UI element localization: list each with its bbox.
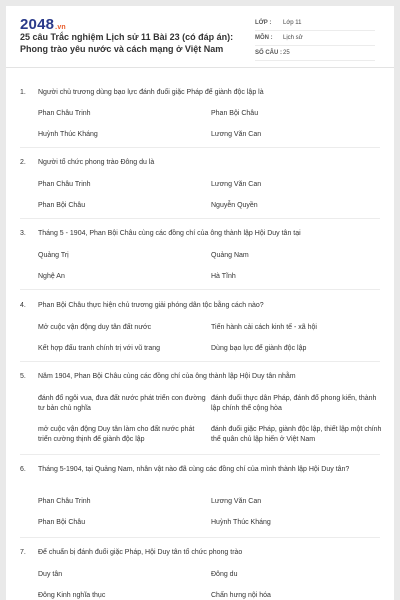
meta-key: LỚP : [255,20,272,26]
answer-option[interactable]: Duy tân [38,571,63,578]
logo-suffix: .vn [55,24,66,31]
answer-option[interactable]: Hà Tĩnh [211,273,236,280]
question-divider [20,454,380,455]
answer-option[interactable]: Tiến hành cải cách kinh tế - xã hội [211,324,317,331]
question-divider [20,147,380,148]
meta-value: 25 [283,50,290,56]
question-number: 4. [20,302,26,309]
meta-row-count [255,46,375,61]
document-header [6,6,394,68]
question-6 [20,465,370,475]
question-3 [20,229,380,239]
answer-option[interactable]: Chấn hưng nội hóa [211,592,271,599]
answer-option[interactable]: Phan Bội Châu [38,202,86,209]
question-2 [20,158,380,168]
logo-text: 2048 [20,16,55,33]
answer-option[interactable]: Phan Châu Trinh [38,181,91,188]
answer-option[interactable]: đánh đổ ngôi vua, đưa đất nước phát triển con đường tư bản chủ nghĩa [38,395,206,412]
answer-option[interactable]: mở cuộc vận động Duy tân làm cho đất nước phát triển cường thịnh để giành độc lập [38,426,195,443]
document-page [6,6,394,600]
meta-table [255,16,375,61]
answer-option[interactable]: đánh đuổi giặc Pháp, giành độc lập, thiết lập một chính thể quân chủ lập hiến ở Việt Nam [211,426,382,443]
question-4 [20,301,380,311]
question-number: 2. [20,159,26,166]
question-text: Tháng 5 - 1904, Phan Bội Châu cùng các đồng chí của ông thành lập Hội Duy tân tại [38,230,301,237]
meta-value: Lớp 11 [283,20,302,26]
answer-option[interactable]: Nghệ An [38,273,65,280]
question-number: 3. [20,230,26,237]
question-number: 7. [20,549,26,556]
question-divider [20,537,380,538]
answer-option[interactable]: Phan Châu Trinh [38,498,91,505]
answer-option[interactable]: Quảng Trị [38,252,69,259]
answer-option[interactable]: Huỳnh Thúc Kháng [211,519,271,526]
question-number: 1. [20,89,26,96]
meta-key: MÔN : [255,35,273,41]
question-1 [20,88,380,98]
question-text: Năm 1904, Phan Bội Châu cùng các đồng chí của ông thành lập Hội Duy tân nhằm [38,373,296,380]
question-divider [20,361,380,362]
question-text: Tháng 5-1904, tại Quảng Nam, nhân vật nào đã cùng các đồng chí của mình thành lập Hội Duy tân? [38,466,350,473]
answer-option[interactable]: Đông Kinh nghĩa thục [38,592,106,599]
answer-option[interactable]: Đông du [211,571,238,578]
answer-option[interactable]: Phan Bội Châu [38,519,86,526]
answer-option[interactable]: Quảng Nam [211,252,249,259]
answer-option[interactable]: Dùng bạo lực để giành độc lập [211,345,307,352]
question-text: Người chủ trương dùng bạo lực đánh đuổi giặc Pháp để giành độc lập là [38,89,264,96]
answer-option[interactable]: đánh đuổi thực dân Pháp, đánh đổ phong kiến, thành lập chính thể cộng hòa [211,395,377,412]
question-number: 5. [20,373,26,380]
answer-option[interactable]: Nguyễn Quyền [211,202,258,209]
answer-option[interactable]: Lương Văn Can [211,181,262,188]
answer-option[interactable]: Mở cuộc vận động duy tân đất nước [38,324,152,331]
question-text: Người tổ chức phong trào Đông du là [38,159,155,166]
question-divider [20,218,380,219]
answer-option[interactable]: Phan Bội Châu [211,110,259,117]
question-7 [20,548,380,558]
question-text: Phan Bội Châu thực hiện chủ trương giải phóng dân tộc bằng cách nào? [38,302,264,309]
answer-option[interactable]: Phan Châu Trinh [38,110,91,117]
meta-row-class [255,16,375,31]
meta-row-subject [255,31,375,46]
document-title: 25 câu Trắc nghiệm Lịch sử 11 Bài 23 (có đáp án): Phong trào yêu nước và cách mạng ở Việt Nam [20,32,234,54]
question-text: Để chuẩn bị đánh đuổi giặc Pháp, Hội Duy tân tổ chức phong trào [38,549,243,556]
answer-option[interactable]: Lương Văn Can [211,131,262,138]
answer-option[interactable]: Kết hợp đấu tranh chính trị với vũ trang [38,345,161,352]
question-divider [20,289,380,290]
answer-option[interactable]: Lương Văn Can [211,498,262,505]
meta-key: SỐ CÂU : [255,50,282,56]
question-5 [20,372,380,382]
site-logo[interactable] [20,16,66,33]
meta-value: Lịch sử [283,35,303,41]
answer-option[interactable]: Huỳnh Thúc Kháng [38,131,98,138]
question-number: 6. [20,466,26,473]
